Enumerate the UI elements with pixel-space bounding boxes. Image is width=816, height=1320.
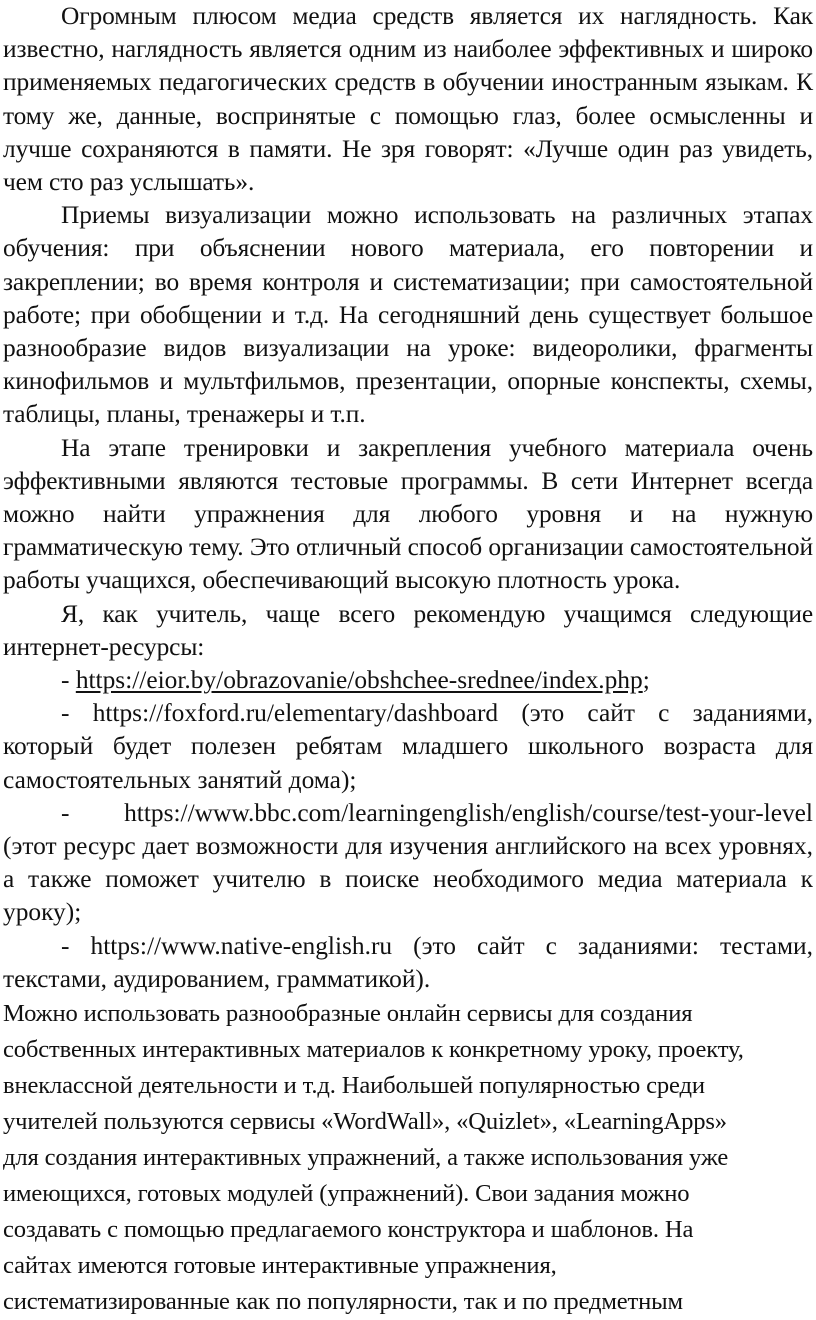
resource-dash: - [61,699,93,728]
resource-item-bbc [3,797,813,930]
resource-dash: - [61,666,76,695]
resource-link-eior[interactable]: https://eior.by/obrazovanie/obshchee-srednee/index.php [75,666,643,695]
resource-item-eior [3,664,813,697]
resource-link-bbc[interactable]: https://www.bbc.com/learningenglish/english/course/test-your-level [124,798,813,827]
paragraph-recommended-resources: Я, как учитель, чаще всего рекомендую учащимся следующие интернет-ресурсы: [3,599,813,661]
resource-item-native-english [3,930,813,996]
resource-link-foxford[interactable]: https://foxford.ru/elementary/dashboard [92,699,499,728]
resource-desc: ; [642,666,650,695]
resource-desc: (это сайт с заданиями, который будет полезен ребятам младшего школьного возраста для самостоятельных занятий дома); [3,699,813,794]
text-line: создавать с помощью предлагаемого конструктора и шаблонов. На [3,1216,694,1244]
paragraph-test-programs: На этапе тренировки и закрепления учебного материала очень эффективными являются тестовые программы. В сети Интернет всегда можно найти упражнения для любого уровня и на нужную грамматическую тему. Это отличный способ организации самостоятельной работы учащихся, обеспечивающий высокую плотность урока. [3,433,813,595]
text-line: учителей пользуются сервисы «WordWall», «Quizlet», «LearningApps» [3,1108,727,1136]
text-line: систематизированные как по популярности, так и по предметным [3,1288,683,1316]
text-line: собственных интерактивных материалов к конкретному уроку, проекту, [3,1036,744,1064]
resource-desc: (этот ресурс дает возможности для изучения английского на всех уровнях, а также поможет учителю в поиске необходимого медиа материала к уроку); [3,832,813,927]
paragraph-media-visibility: Огромным плюсом медиа средств является их наглядность. Как известно, наглядность является одним из наиболее эффективных и широко применяемых педагогических средств в обучении иностранным языкам. К тому же, данные, воспринятые с помощью глаз, более осмысленны и лучше сохраняются в памяти. Не зря говорят: «Лучше один раз увидеть, чем сто раз услышать». [3,2,813,197]
resource-dash: - [61,931,91,960]
text-line: сайтах имеются готовые интерактивные упражнения, [3,1252,557,1280]
paragraph-online-services [3,996,813,1320]
text-line: внеклассной деятельности и т.д. Наибольшей популярностью среди [3,1072,705,1100]
resource-desc: (это сайт с заданиями: тестами, текстами, аудированием, грамматикой). [3,931,813,993]
resource-dash: - [61,798,125,827]
resource-item-foxford [3,697,813,797]
paragraph-visualization-techniques: Приемы визуализации можно использовать на различных этапах обучения: при объяснении нового материала, его повторении и закреплении; во время контроля и систематизации; при самостоятельной работе; при обобщении и т.д. На сегодняшний день существует большое разнообразие видов визуализации на уроке: видеоролики, фрагменты кинофильмов и мультфильмов, презентации, опорные конспекты, схемы, таблицы, планы, тренажеры и т.п. [3,201,813,429]
text-line: имеющихся, готовых модулей (упражнений). Свои задания можно [3,1180,690,1208]
resource-link-native-english[interactable]: https://www.native-english.ru [90,931,393,960]
text-line: для создания интерактивных упражнений, а также использования уже [3,1144,729,1172]
text-line: Можно использовать разнообразные онлайн сервисы для создания [3,1000,693,1028]
